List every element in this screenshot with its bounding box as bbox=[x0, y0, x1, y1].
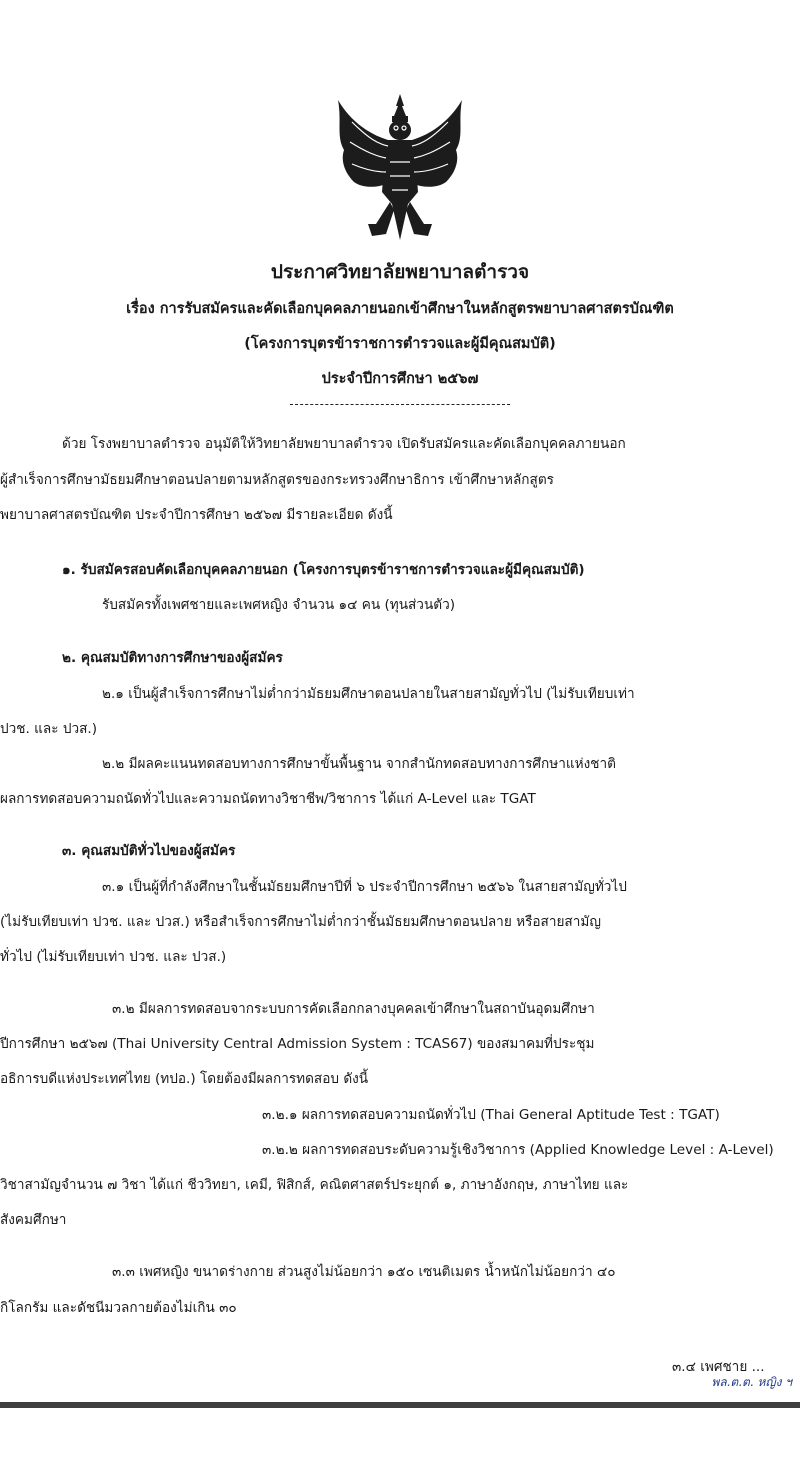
section-3-1-line-2: (ไม่รับเทียบเท่า ปวช. และ ปวส.) หรือสำเร็จการศึกษาไม่ต่ำกว่าชั้นมัธยมศึกษาตอนปลาย หรือสายสามัญ bbox=[0, 914, 601, 930]
section-3-2-line-3: อธิการบดีแห่งประเทศไทย (ทปอ.) โดยต้องมีผลการทดสอบ ดังนี้ bbox=[0, 1071, 369, 1087]
section-3-3-line-2: กิโลกรัม และดัชนีมวลกายต้องไม่เกิน ๓๐ bbox=[0, 1300, 237, 1316]
section-1-body: รับสมัครทั้งเพศชายและเพศหญิง จำนวน ๑๔ คน (ทุนส่วนตัว) bbox=[102, 597, 455, 613]
section-3-2-line-1: ๓.๒ มีผลการทดสอบจากระบบการคัดเลือกกลางบุคคลเข้าศึกษาในสถาบันอุดมศึกษา bbox=[112, 1001, 595, 1017]
section-2-heading: ๒. คุณสมบัติทางการศึกษาของผู้สมัคร bbox=[62, 650, 283, 666]
section-2-1-line-2: ปวช. และ ปวส.) bbox=[0, 721, 98, 737]
section-3-2-2-line-2: วิชาสามัญจำนวน ๗ วิชา ได้แก่ ชีววิทยา, เคมี, ฟิสิกส์, คณิตศาสตร์ประยุกต์ ๑, ภาษาอังกฤษ, ภาษาไทย และ bbox=[0, 1177, 629, 1193]
announcement-title: ประกาศวิทยาลัยพยาบาลตำรวจ bbox=[270, 261, 530, 283]
title-separator bbox=[290, 404, 510, 405]
section-2-2-line-2: ผลการทดสอบความถนัดทั่วไปและความถนัดทางวิชาชีพ/วิชาการ ได้แก่ A-Level และ TGAT bbox=[0, 791, 536, 807]
section-3-2-2-line-3: สังคมศึกษา bbox=[0, 1212, 67, 1228]
section-3-3-line-1: ๓.๓ เพศหญิง ขนาดร่างกาย ส่วนสูงไม่น้อยกว่า ๑๕๐ เซนติเมตร น้ำหนักไม่น้อยกว่า ๔๐ bbox=[112, 1264, 616, 1280]
intro-line-3: พยาบาลศาสตรบัณฑิต ประจำปีการศึกษา ๒๕๖๗ มีรายละเอียด ดังนี้ bbox=[0, 507, 393, 523]
section-2-2-line-1: ๒.๒ มีผลคะแนนทดสอบทางการศึกษาขั้นพื้นฐาน จากสำนักทดสอบทางการศึกษาแห่งชาติ bbox=[102, 756, 616, 772]
announcement-project: (โครงการบุตรข้าราชการตำรวจและผู้มีคุณสมบัติ) bbox=[244, 336, 556, 352]
section-2-1-line-1: ๒.๑ เป็นผู้สำเร็จการศึกษาไม่ต่ำกว่ามัธยมศึกษาตอนปลายในสายสามัญทั่วไป (ไม่รับเทียบเท่า bbox=[102, 686, 635, 702]
signature-initials: พล.ต.ต. หญิง ฯ bbox=[711, 1375, 792, 1389]
section-3-1-line-1: ๓.๑ เป็นผู้ที่กำลังศึกษาในชั้นมัธยมศึกษาปีที่ ๖ ประจำปีการศึกษา ๒๕๖๖ ในสายสามัญทั่วไป bbox=[102, 879, 627, 895]
page-bottom-bar bbox=[0, 1402, 800, 1408]
section-3-2-1: ๓.๒.๑ ผลการทดสอบความถนัดทั่วไป (Thai General Aptitude Test : TGAT) bbox=[262, 1107, 720, 1123]
section-3-heading: ๓. คุณสมบัติทั่วไปของผู้สมัคร bbox=[62, 843, 236, 859]
announcement-subject: เรื่อง การรับสมัครและคัดเลือกบุคคลภายนอกเข้าศึกษาในหลักสูตรพยาบาลศาสตรบัณฑิต bbox=[126, 301, 674, 317]
intro-line-2: ผู้สำเร็จการศึกษามัธยมศึกษาตอนปลายตามหลักสูตรของกระทรวงศึกษาธิการ เข้าศึกษาหลักสูตร bbox=[0, 472, 554, 488]
section-3-2-line-2: ปีการศึกษา ๒๕๖๗ (Thai University Central Admission System : TCAS67) ของสมาคมที่ประชุม bbox=[0, 1036, 595, 1052]
section-3-2-2-line-1: ๓.๒.๒ ผลการทดสอบระดับความรู้เชิงวิชาการ (Applied Knowledge Level : A-Level) bbox=[262, 1142, 774, 1158]
garuda-emblem-icon bbox=[332, 92, 468, 242]
section-1-heading: ๑. รับสมัครสอบคัดเลือกบุคคลภายนอก (โครงการบุตรข้าราชการตำรวจและผู้มีคุณสมบัติ) bbox=[62, 562, 585, 578]
section-3-1-line-3: ทั่วไป (ไม่รับเทียบเท่า ปวช. และ ปวส.) bbox=[0, 949, 227, 965]
academic-year: ประจำปีการศึกษา ๒๕๖๗ bbox=[321, 371, 479, 387]
continuation-marker: ๓.๔ เพศชาย ... bbox=[672, 1359, 765, 1375]
intro-line-1: ด้วย โรงพยาบาลตำรวจ อนุมัติให้วิทยาลัยพยาบาลตำรวจ เปิดรับสมัครและคัดเลือกบุคคลภายนอก bbox=[62, 436, 626, 452]
